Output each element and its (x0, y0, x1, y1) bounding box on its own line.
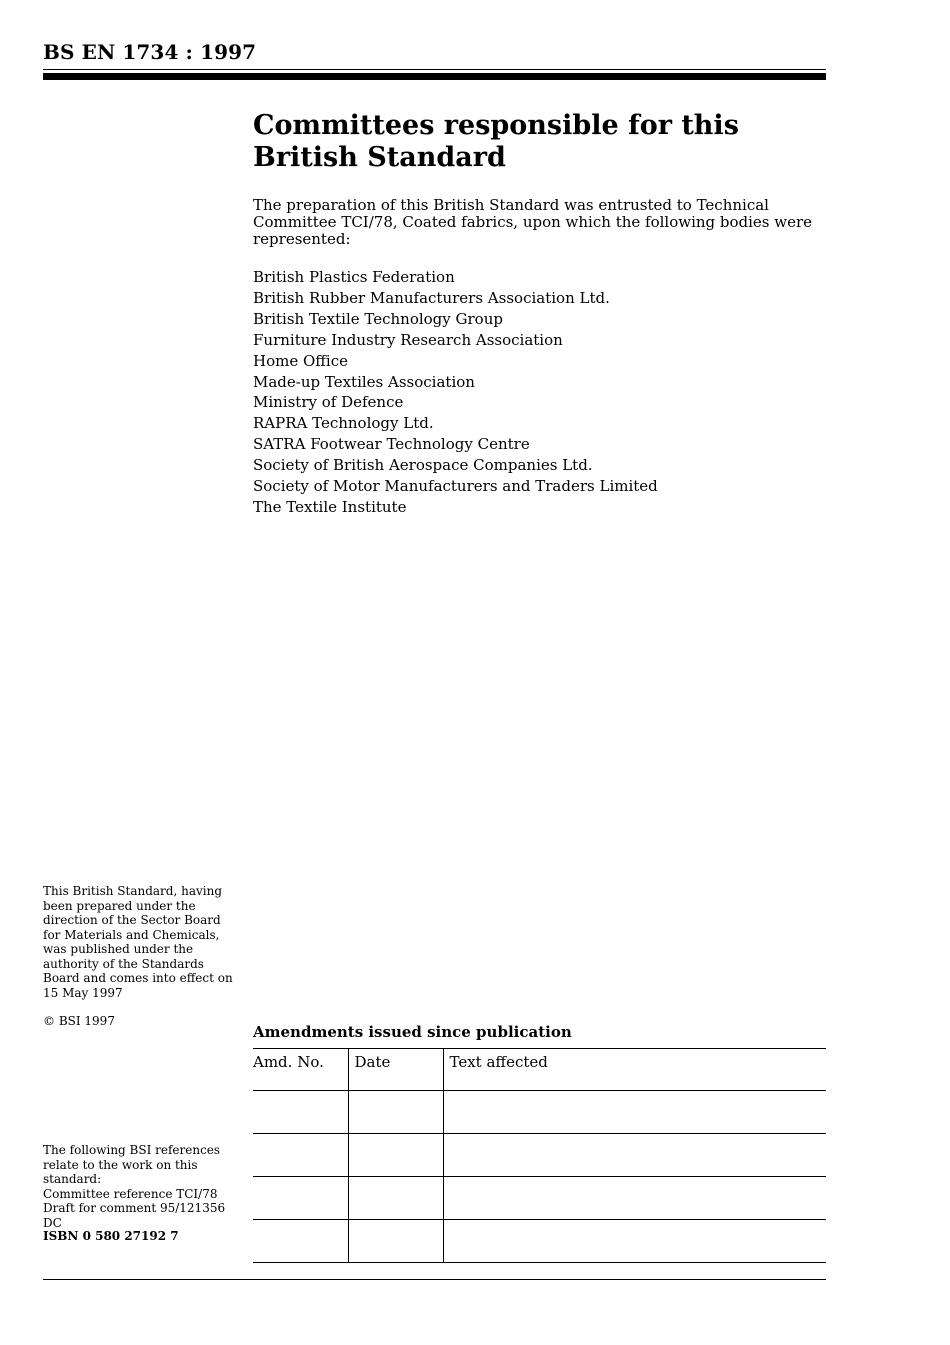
table-cell (443, 1091, 826, 1134)
column-header-text-affected: Text affected (449, 1053, 548, 1071)
list-item: Furniture Industry Research Association (253, 330, 563, 349)
list-item: British Plastics Federation (253, 268, 455, 286)
copyright-notice: © BSI 1997 (43, 1014, 115, 1028)
table-row (253, 1177, 826, 1220)
isbn: ISBN 0 580 27192 7 (43, 1229, 179, 1243)
effective-date: 15 May 1997 (43, 985, 123, 1000)
table-row (253, 1091, 826, 1134)
committee-reference: Committee reference TCI/78 (43, 1186, 218, 1201)
list-item: Home Office (253, 351, 349, 370)
publication-note (43, 884, 235, 1000)
publication-note-text: This British Standard, having been prepared under the direction of the Sector Board for Materials and Chemicals, was published under the authority of the Standards Board and comes into effect on (43, 884, 233, 985)
bsi-references (43, 1143, 243, 1230)
header-rule-thin (43, 69, 826, 70)
column-header-amd-no: Amd. No. (253, 1049, 348, 1091)
table-cell (443, 1177, 826, 1220)
table-cell (443, 1220, 826, 1263)
table-cell (253, 1177, 348, 1220)
header-rule-thick (43, 73, 826, 80)
list-item: Society of Motor Manufacturers and Traders Limited (253, 477, 658, 496)
table-row (253, 1220, 826, 1263)
table-cell (253, 1220, 348, 1263)
represented-bodies-list (253, 267, 658, 518)
standard-code: BS EN 1734 : 1997 (43, 40, 257, 64)
list-item: British Textile Technology Group (253, 309, 503, 328)
table-cell (348, 1220, 443, 1263)
references-intro: The following BSI references relate to the work on this standard: (43, 1143, 221, 1186)
table-cell (443, 1134, 826, 1177)
table-header-row (253, 1049, 826, 1091)
table-cell (348, 1091, 443, 1134)
footer-rule (43, 1279, 826, 1280)
list-item: Society of British Aerospace Companies Ltd. (253, 456, 593, 475)
table-row (253, 1134, 826, 1177)
table-cell (253, 1091, 348, 1134)
list-item: SATRA Footwear Technology Centre (253, 435, 530, 454)
table-cell (348, 1177, 443, 1220)
list-item: The Textile Institute (253, 497, 407, 516)
page-title (253, 110, 813, 174)
page-title-line-2: British Standard (253, 142, 506, 173)
list-item: RAPRA Technology Ltd. (253, 414, 434, 433)
amendments-table (253, 1048, 826, 1263)
list-item: British Rubber Manufacturers Association Ltd. (253, 288, 610, 307)
amendments-title: Amendments issued since publication (253, 1023, 572, 1041)
list-item: Ministry of Defence (253, 393, 404, 412)
intro-paragraph: The preparation of this British Standard was entrusted to Technical Committee TCI/78, Coated fabrics, upon which the following bodies were represented: (253, 196, 813, 248)
draft-reference: Draft for comment 95/121356 DC (43, 1201, 226, 1230)
column-header-date: Date (348, 1049, 443, 1091)
list-item: Made-up Textiles Association (253, 372, 475, 391)
table-cell (348, 1134, 443, 1177)
page-title-line-1: Committees responsible for this (253, 110, 739, 141)
table-cell (253, 1134, 348, 1177)
